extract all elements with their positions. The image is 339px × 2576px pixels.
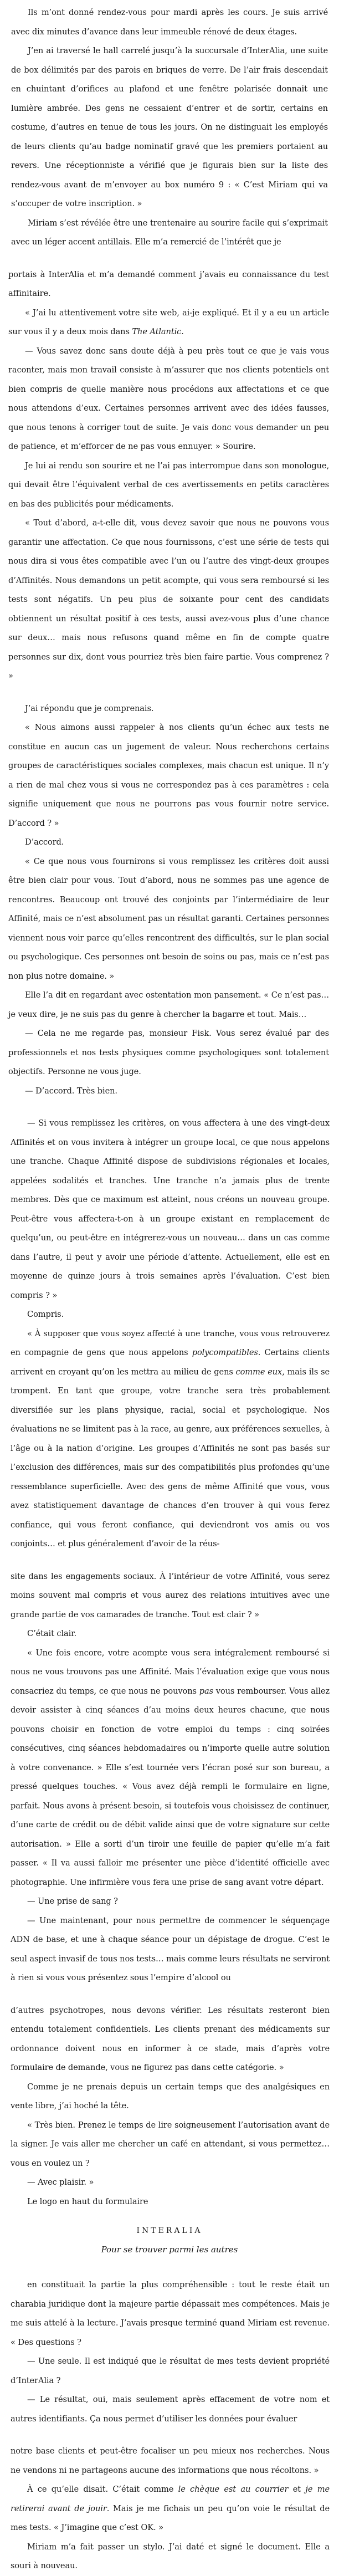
paragraph: C’était clair.	[27, 1629, 76, 1638]
paragraph: D’accord.	[25, 837, 64, 847]
paragraph: J’ai répondu que je comprenais.	[25, 703, 154, 713]
paragraph-text: « Une fois encore, votre acompte vous sera intégralement remboursé si nous ne vous trouvons pas une Affinité. Mais l’évaluation exige que vous nous consacriez du temps, ce que nous ne pouvons	[11, 1648, 330, 1696]
paragraph	[8, 304, 329, 342]
page-break	[0, 252, 339, 265]
paragraph	[11, 1325, 330, 1554]
paragraph-text: et	[288, 2485, 306, 2494]
form-logo	[0, 2211, 339, 2276]
paragraph-text: . Certains clients arrivent en croyant qu’on les mettra au milieu de gens	[11, 1348, 330, 1377]
paragraph: Ils m’ont donné rendez-vous pour mardi après les cours. Je suis arrivé avec dix minutes d’avance dans leur immeuble rénové de deux étages.	[11, 8, 328, 37]
paragraph	[11, 1644, 330, 1893]
paragraph: « Tout d’abord, a-t-elle dit, vous devez savoir que nous ne pouvons vous garantir une affectation. Ce que nous fournissons, c’est une série de tests qui nous dira si vous êtes compatible avec l’un ou l’autre des vingt-deux groupes d’Affinités. Nous demandons un petit acompte, qui vous sera remboursé si les tests sont négatifs. Un peu plus de soixante pour cent des candidats obtiennent un résultat positif à ces tests, aussi avez-vous plus d’une chance sur deux… mais nous refusons quand même en fin de compte quatre personnes sur dix, dont vous pourriez très bien faire partie. Vous comprenez ? »	[8, 518, 329, 681]
paragraph: — D’accord. Très bien.	[25, 1086, 117, 1096]
paragraph: « Nous aimons aussi rappeler à nos clients qu’un échec aux tests ne constitue en aucun cas un jugement de valeur. Nous recherchons certains groupes de caractéristiques sociales complexes, mais chacun est unique. Il n’y a rien de mal chez vous si vous ne correspondez pas à ces paramètres : cela signifie uniquement que nous ne pourrons pas vous fournir notre service. D’accord ? »	[8, 723, 329, 828]
paragraph: Je lui ai rendu son sourire et ne l’ai pas interrompue dans son monologue, qui devait être l’équivalent verbal de ces avertissements en petits caractères en bas des publicités pour médicaments.	[8, 461, 329, 509]
paragraph: portais à InterAlia et m’a demandé comment j’avais eu connaissance du test affinitaire.	[8, 269, 329, 298]
paragraph-text: .	[181, 327, 184, 336]
paragraph-text: . Mais je me fichais un peu qu’on voie le résultat de mes tests. « J’imagine que c’est OK. »	[11, 2503, 330, 2532]
publication-title: The Atlantic	[132, 327, 182, 336]
paragraph-text: , mais ils se trompent. En tant que groupe, votre tranche sera très probablement diversifiée sur les plans physique, racial, social et psychologique. Nos évaluations ne se limitent pas à la race, au genre, aux préférences sexuelles, à l’âge ou à la nation d’origine. Les groupes d’Affinités ne sont pas basés sur l’exclusion des différences, mais sur des compatibilités plus profondes qu’une ressemblance superficielle. Avec des gens de même Affinité que vous, vous avez statistiquement davantage de chances d’en trouver à qui vous ferez confiance, qui vous feront confiance, qui deviendront vos amis ou vos conjoints… et plus généralement d’avoir de la réus-	[11, 1367, 330, 1548]
paragraph: J’en ai traversé le hall carrelé jusqu’à la succursale d’InterAlia, une suite de box délimités par des parois en briques de verre. De l’air frais descendait en chuintant d’orifices au plafond et une fenêtre polarisée donnait une lumière ambrée. Des gens ne cessaient d’entrer et de sortir, certains en costume, d’autres en tenue de tous les jours. On ne distinguait les employés de leurs clients qu’au badge nominatif gravé que les premiers portaient au revers. Une réceptionniste a vérifié que je figurais bien sur la liste des rendez-vous avant de m’envoyer au box numéro 9 : « C’est Miriam qui va s’occuper de votre inscription. »	[11, 46, 328, 208]
paragraph: — Une seule. Il est indiqué que le résultat de mes tests devient propriété d’InterAlia ?	[11, 2357, 330, 2385]
paragraph: « Très bien. Prenez le temps de lire soigneusement l’autorisation avant de la signer. Je vais aller me chercher un café en attendant, si vous permettez… vous en voulez un ?	[11, 2120, 330, 2168]
paragraph: — Une maintenant, pour nous permettre de commencer le séquençage ADN de base, et une à chaque séance pour un dépistage de drogue. C’est le seul aspect invasif de tous nos tests… mais comme leurs résultats ne serviront à rien si vous vous présentez sous l’empire d’alcool ou	[11, 1915, 330, 1982]
page-segment	[0, 699, 339, 1101]
page-break	[0, 1101, 339, 1114]
page-segment	[0, 1567, 339, 1988]
page-segment	[0, 2442, 339, 2576]
paragraph	[11, 2480, 330, 2538]
page-segment	[0, 0, 339, 252]
emphasis: polycompatibles	[192, 1348, 258, 1357]
paragraph: d’autres psychotropes, nous devons vérifier. Les résultats resteront bien entendu totalement confidentiels. Les clients prenant des médicaments sur ordonnance doivent nous en informer à ce stade, mais d’après votre formulaire de demande, vous ne figurez pas dans cette catégorie. »	[11, 2005, 330, 2072]
page-segment	[0, 2276, 339, 2429]
paragraph: Miriam m’a fait passer un stylo. J’ai daté et signé le document. Elle a souri à nouveau.	[11, 2542, 330, 2570]
paragraph: — Une prise de sang ?	[27, 1897, 118, 1906]
paragraph-text: vous rembourser. Vous allez devoir assister à cinq séances d’au moins deux heures chacune, que nous pouvons choisir en fonction de votre emploi du temps : cinq soirées consécutives, cinq séances hebdomadaires ou n’importe quelle autre solution à votre convenance. » Elle s’est tournée vers l’écran posé sur son bureau, a pressé quelques touches. « Vous avez déjà rempli le formulaire en ligne, parfait. Nous avons à présent besoin, si toutefois vous choisissez de continuer, d’une carte de crédit ou de débit valide ainsi que de votre signature sur cette autorisation. » Elle a sorti d’un tiroir une feuille de papier qu’elle m’a fait passer. « Il va aussi falloir me présenter une pièce d’identité officielle avec photographie. Une infirmière vous fera une prise de sang avant votre départ.	[11, 1686, 330, 1887]
paragraph: Le logo en haut du formulaire	[27, 2196, 148, 2206]
page-segment	[0, 2001, 339, 2212]
paragraph: — Le résultat, oui, mais seulement après effacement de votre nom et autres identifiants. Ça nous permet d’utiliser les données pour évaluer	[11, 2395, 330, 2424]
paragraph: — Vous savez donc sans doute déjà à peu près tout ce que je vais vous raconter, mais mon travail consiste à m’assurer que nos clients potentiels ont bien compris de quelle manière nous procédons aux affectations et ce que nous attendons d’eux. Certaines personnes arrivent avec des idées fausses, que nous tenons à corriger tout de suite. Je vais donc vous demander un peu de patience, et m’efforcer de ne pas vous ennuyer. » Sourire.	[8, 346, 329, 451]
emphasis: pas	[199, 1686, 213, 1696]
page-segment	[0, 1114, 339, 1554]
paragraph: Miriam s’est révélée être une trentenaire au sourire facile qui s’exprimait avec un léger accent antillais. Elle m’a remercié de l’intérêt que je	[11, 218, 328, 247]
paragraph-text: « J’ai lu attentivement votre site web, ai-je expliqué. Et il y a eu un article sur vous il y a deux mois dans	[8, 308, 329, 336]
emphasis: comme eux	[235, 1367, 282, 1377]
paragraph: — Cela ne me regarde pas, monsieur Fisk. Vous serez évalué par des professionnels et nos tests physiques comme psychologiques sont totalement objectifs. Personne ne vous juge.	[8, 1029, 329, 1076]
logo-name: INTERALIA	[136, 2226, 203, 2235]
paragraph-text: À ce qu’elle disait. C’était comme	[27, 2485, 178, 2494]
paragraph: en constituait la partie la plus compréhensible : tout le reste était un charabia juridique dont la majeure partie dépassait mes compétences. Mais je me suis attelé à la lecture. J’avais presque terminé quand Miriam est revenue. « Des questions ?	[11, 2280, 330, 2347]
paragraph: Elle l’a dit en regardant avec ostentation mon pansement. « Ce n’est pas… je veux dire, je ne suis pas du genre à chercher la bagarre et tout. Mais…	[8, 990, 329, 1019]
page-break	[0, 1554, 339, 1567]
page-break	[0, 2429, 339, 2442]
paragraph: — Avec plaisir. »	[27, 2178, 94, 2187]
paragraph-text: « À supposer que vous soyez affecté à une tranche, vous vous retrouverez en compagnie de gens que nous appelons	[11, 1328, 330, 1357]
paragraph: Comme je ne prenais depuis un certain temps que des analgésiques en vente libre, j’ai hoché la tête.	[11, 2082, 330, 2110]
paragraph: notre base clients et peut-être focaliser un peu mieux nos recherches. Nous ne vendons ni ne partageons aucune des informations que nous récoltons. »	[11, 2446, 330, 2475]
page-break	[0, 1988, 339, 2001]
page-segment	[0, 265, 339, 686]
page-break	[0, 686, 339, 699]
emphasis: je me retirerai avant de jouir	[11, 2485, 330, 2513]
paragraph: — Si vous remplissez les critères, on vous affectera à une des vingt-deux Affinités et on vous invitera à intégrer un groupe local, ce que nous appelons une tranche. Chaque Affinité dispose de subdivisions régionales et locales, appelées sodalités et tranches. Une tranche n’a jamais plus de trente membres. Dès que ce maximum est atteint, nous créons un nouveau groupe. Peut-être vous affectera-t-on à un groupe existant en remplacement de quelqu’un, ou peut-être en intégrerez-vous un nouveau… dans un cas comme dans l’autre, il peut y avoir une période d’attente. Actuellement, elle est en moyenne de quinze jours à trois semaines après l’évaluation. C’est bien compris ? »	[11, 1118, 330, 1300]
logo-tagline: Pour se trouver parmi les autres	[101, 2245, 238, 2255]
paragraph: site dans les engagements sociaux. À l’intérieur de votre Affinité, vous serez moins souvent mal compris et vous aurez des relations intuitives avec une grande partie de vos camarades de tranche. Tout est clair ? »	[11, 1571, 330, 1619]
paragraph: Compris.	[27, 1310, 64, 1319]
paragraph: « Ce que nous vous fournirons si vous remplissez les critères doit aussi être bien clair pour vous. Tout d’abord, nous ne sommes pas une agence de rencontres. Beaucoup ont trouvé des conjoints par l’intermédiaire de leur Affinité, mais ce n’est absolument pas un résultat garanti. Certaines personnes viennent nous voir parce qu’elles rencontrent des difficultés, sur le plan social ou psychologique. Ces personnes ont besoin de soins ou pas, mais ce n’est pas non plus notre domaine. »	[8, 856, 330, 981]
emphasis: le chèque est au courrier	[178, 2485, 289, 2494]
